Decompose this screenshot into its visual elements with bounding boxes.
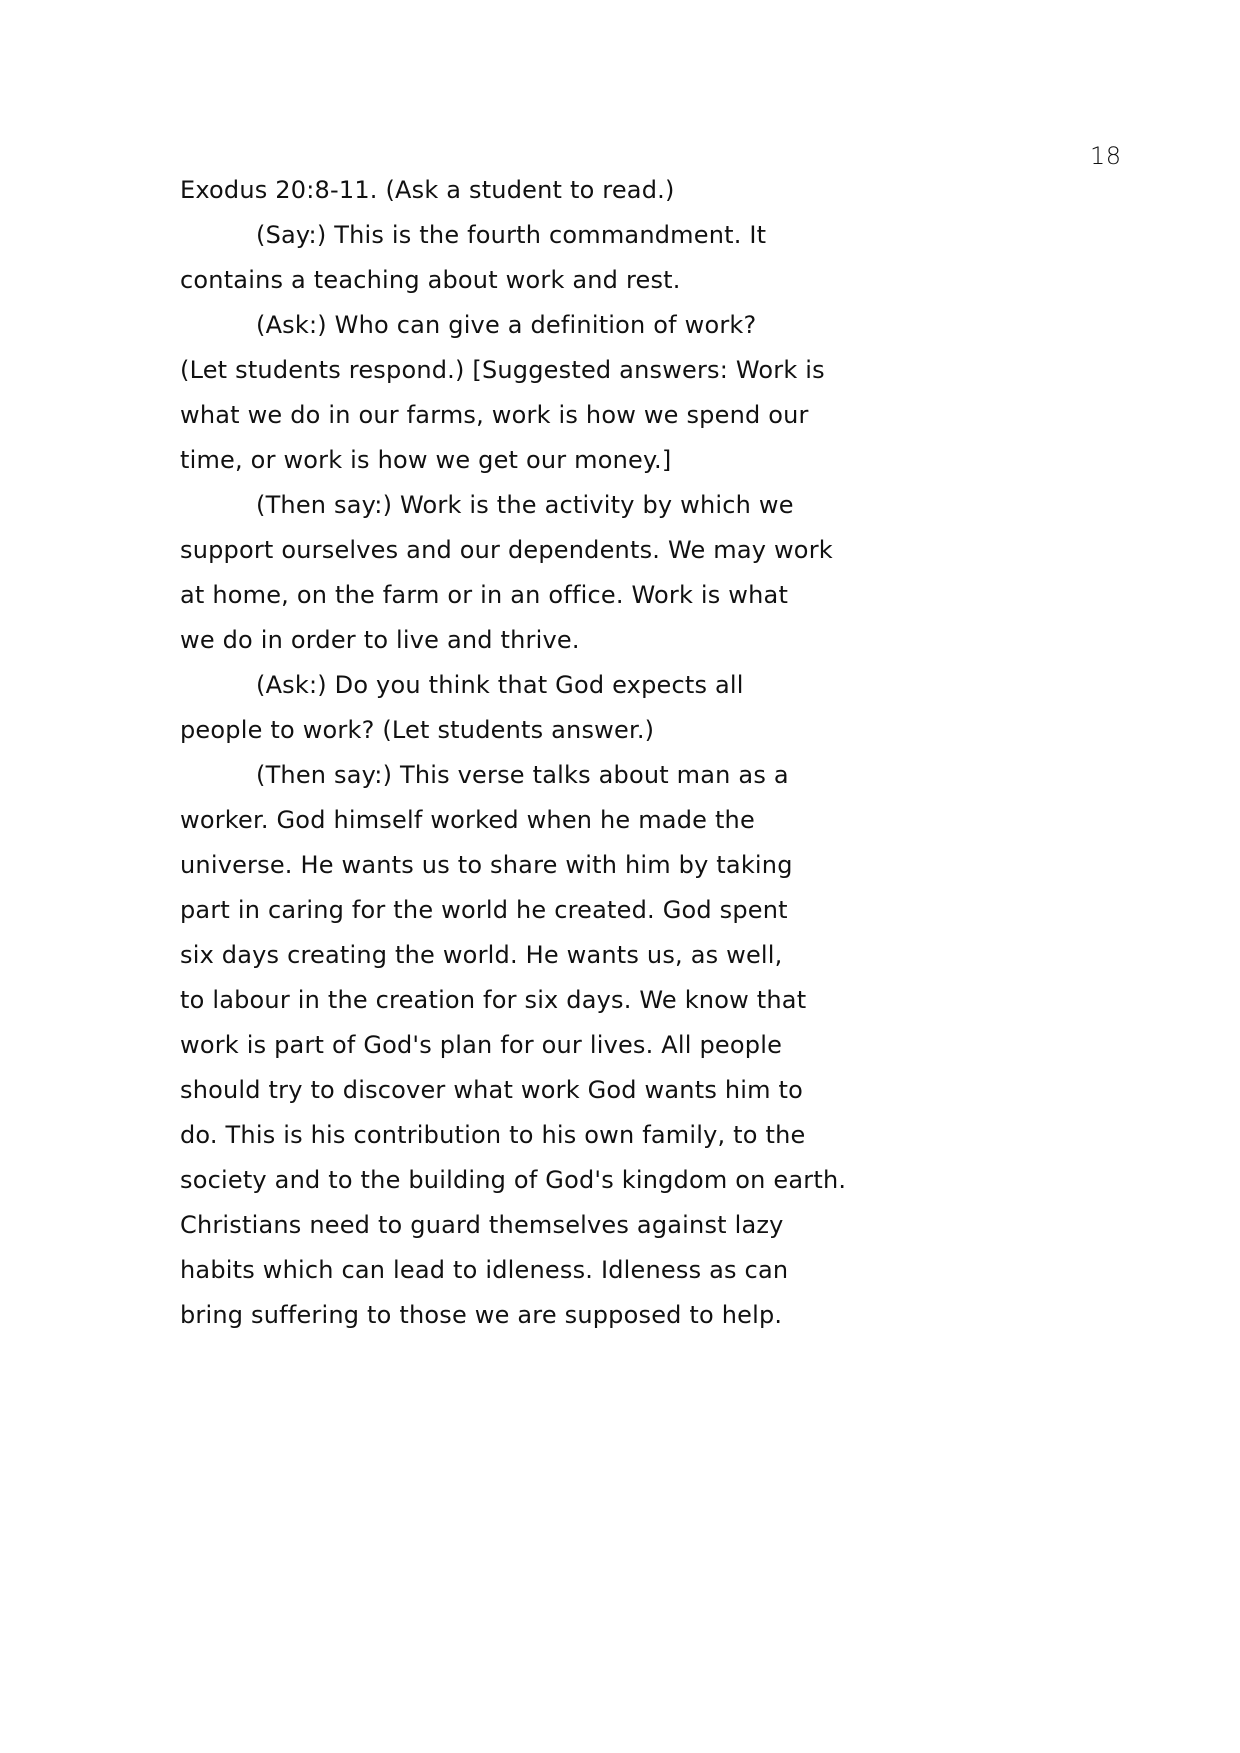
text-line: what we do in our farms, work is how we spend our bbox=[180, 401, 809, 429]
text-line: (Ask:) Do you think that God expects all bbox=[256, 671, 744, 699]
text-line: part in caring for the world he created. God spent bbox=[180, 896, 788, 924]
text-line: Exodus 20:8-11. (Ask a student to read.) bbox=[180, 176, 675, 204]
text-line: to labour in the creation for six days. We know that bbox=[180, 986, 807, 1014]
page-number: 18 bbox=[1090, 142, 1122, 170]
text-line: (Say:) This is the fourth commandment. It bbox=[256, 221, 767, 249]
text-line: we do in order to live and thrive. bbox=[180, 626, 580, 654]
text-line: at home, on the farm or in an office. Work is what bbox=[180, 581, 789, 609]
text-line: habits which can lead to idleness. Idleness as can bbox=[180, 1256, 789, 1284]
text-line: (Then say:) This verse talks about man as a bbox=[256, 761, 789, 789]
text-line: universe. He wants us to share with him by taking bbox=[180, 851, 793, 879]
text-line: six days creating the world. He wants us, as well, bbox=[180, 941, 783, 969]
text-line: (Then say:) Work is the activity by which we bbox=[256, 491, 794, 519]
text-line: society and to the building of God's kingdom on earth. bbox=[180, 1166, 847, 1194]
text-line: should try to discover what work God wants him to bbox=[180, 1076, 804, 1104]
text-line: people to work? (Let students answer.) bbox=[180, 716, 655, 744]
text-line: work is part of God's plan for our lives. All people bbox=[180, 1031, 783, 1059]
text-line: bring suffering to those we are supposed to help. bbox=[180, 1301, 783, 1329]
text-line: Christians need to guard themselves against lazy bbox=[180, 1211, 784, 1239]
text-line: (Ask:) Who can give a definition of work? bbox=[256, 311, 757, 339]
text-line: support ourselves and our dependents. We may work bbox=[180, 536, 833, 564]
text-line: time, or work is how we get our money.] bbox=[180, 446, 672, 474]
text-line: worker. God himself worked when he made the bbox=[180, 806, 755, 834]
text-line: (Let students respond.) [Suggested answers: Work is bbox=[180, 356, 825, 384]
text-line: contains a teaching about work and rest. bbox=[180, 266, 681, 294]
text-line: do. This is his contribution to his own family, to the bbox=[180, 1121, 806, 1149]
